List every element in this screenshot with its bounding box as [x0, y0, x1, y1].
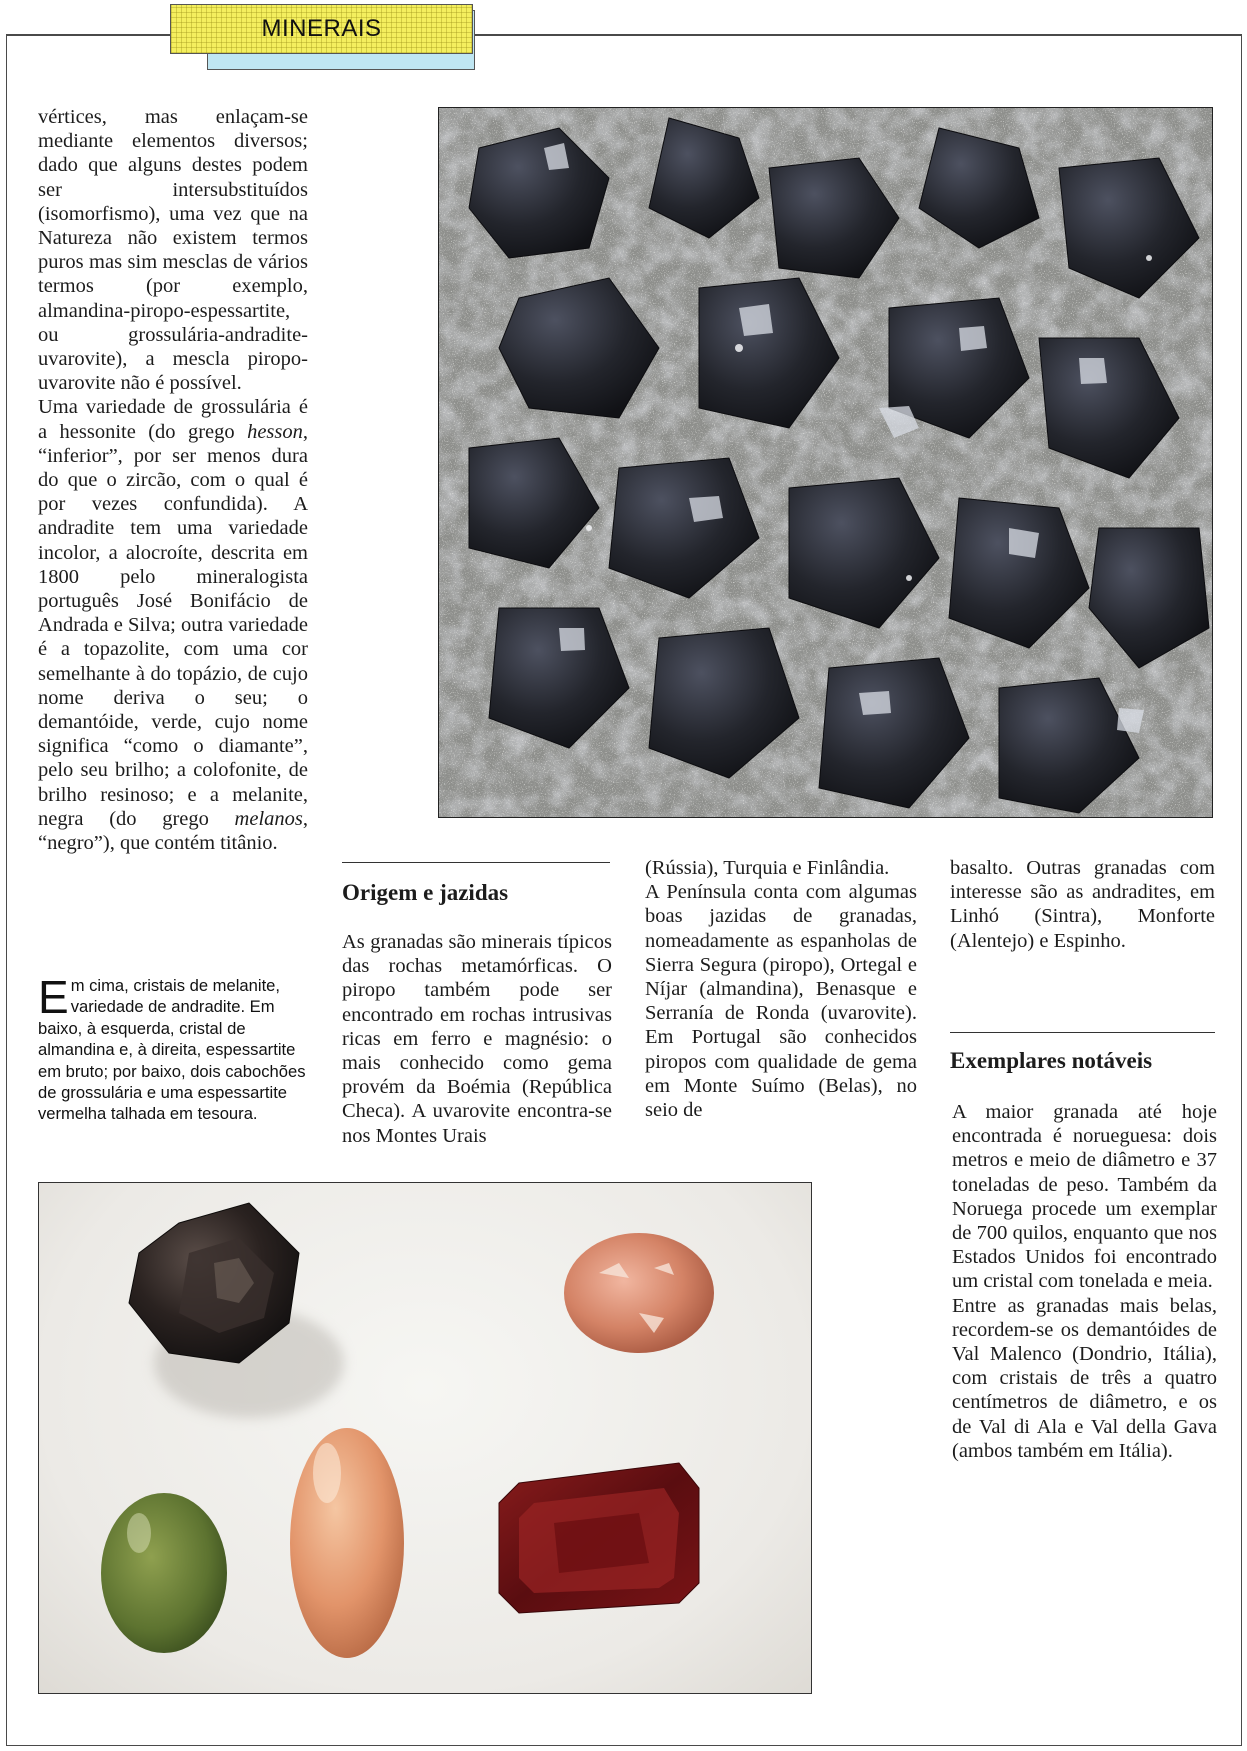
origem-heading: Origem e jazidas	[342, 880, 509, 905]
column-1-paragraph-2	[38, 395, 308, 855]
photo-caption	[38, 971, 306, 1125]
text-run: , “inferior”, por ser menos dura do que o zircão, com o qual é por vezes confundida). A andradite tem uma variedade incolor, a alocroíte, descrita em 1800 pelo mineralogista português José Bonifácio de Andrada e Silva; outra variedade é a topazolite, com uma cor semelhante à do topázio, de cujo nome deriva o seu; o demantóide, verde, cujo nome significa “como o diamante”, pelo seu brilho; a colofonite, de brilho resinoso; e a melanite, negra (do grego	[38, 420, 308, 830]
exemplares-rule	[950, 1032, 1215, 1033]
italic-term: melanos	[234, 807, 303, 830]
italic-term: hesson	[247, 420, 303, 443]
exemplares-paragraph-1: A maior granada até hoje encontrada é norueguesa: dois metros e meio de diâmetro e 37 toneladas de peso. Também da Noruega procede um exemplar de 700 quilos, enquanto que nos Estados Unidos foi encontrado um cristal com tonelada e meia.	[952, 1101, 1217, 1293]
column-4-paragraph-1: basalto. Outras granadas com interesse são as andradites, em Linhó (Sintra), Monforte (Alentejo) e Espinho.	[950, 857, 1215, 952]
melanite-crystals-photo	[438, 107, 1213, 818]
column-4	[950, 856, 1215, 953]
garnet-gems-image	[39, 1183, 812, 1694]
exemplares-text	[952, 1100, 1217, 1463]
exemplares-paragraph-2: Entre as granadas mais belas, recordem-se os demantóides de Val Malenco (Dondrio, Itália), com cristais de três a quatro centímetros de diâmetro, e os de Val di Ala e Val della Gava (ambos também em Itália).	[952, 1294, 1217, 1462]
column-1-paragraph-1: vértices, mas enlaçam-se mediante elementos diversos; dado que alguns destes podem ser intersubstituídos (isomorfismo), uma vez que na Natureza não existem termos puros mas sim mesclas de vários termos (por exemplo, almandina-piropo-espessartite, ou grossulária-andradite-uvarovite), a mescla piropo-uvarovite não é possível.	[38, 106, 308, 395]
header-rule-right	[475, 34, 1242, 35]
header-rule-left	[6, 34, 170, 35]
text-run: , “negro”), que contém titânio.	[38, 807, 308, 855]
section-tab-label: MINERAIS	[261, 15, 382, 42]
origem-rule	[342, 862, 610, 863]
column-1	[38, 105, 308, 855]
caption-initial: E	[38, 971, 69, 1023]
column-3-paragraph-2: A Península conta com algumas boas jazidas de granadas, nomeadamente as espanholas de Sierra Segura (piropo), Ortegal e Níjar (almandina), Benasque e Serranía de Ronda (uvarovite). Em Portugal são conhecidos piropos com qualidade de gema em Monte Suímo (Belas), no seio de	[645, 881, 917, 1122]
exemplares-heading: Exemplares notáveis	[950, 1048, 1153, 1073]
text-run: Uma variedade de grossulária é a hessonite (do grego	[38, 396, 308, 443]
section-tab	[170, 4, 473, 54]
garnet-gems-photo	[38, 1182, 812, 1694]
column-3-paragraph-1: (Rússia), Turquia e Finlândia.	[645, 857, 890, 879]
origem-text: As granadas são minerais típicos das rochas metamórficas. O piropo também pode ser encontrado em rochas intrusivas ricas em ferro e magnésio: o mais conhecido como gema provém da Boémia (República Checa). A uvarovite encontra-se nos Montes Urais	[342, 931, 612, 1147]
column-3	[645, 856, 917, 1122]
melanite-crystals-image	[439, 108, 1213, 818]
caption-text: m cima, cristais de melanite, variedade de andradite. Em baixo, à esquerda, cristal de almandina e, à direita, espessartite em bruto; por baixo, dois cabochões de grossulária e uma espessartite vermelha talhada em tesoura.	[38, 976, 306, 1124]
